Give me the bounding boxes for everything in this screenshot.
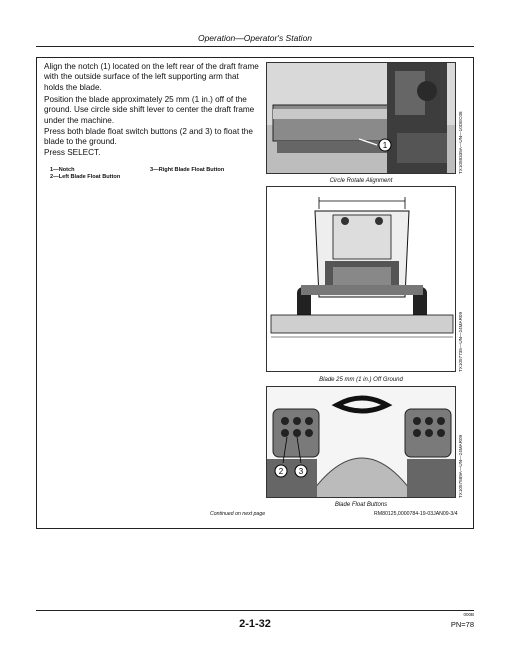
figure-1-caption: Circle Rotate Alignment (329, 178, 393, 184)
figure-2-caption: Blade 25 mm (1 in.) Off Ground (319, 377, 403, 383)
document-reference: RM80125,0000784-19-03JAN09-3/4 (374, 511, 458, 517)
footer-rule (36, 610, 474, 611)
callout-3-label: 3 (298, 467, 304, 476)
callout-1-label: 1 (382, 141, 388, 150)
figure-blade-float-buttons (266, 386, 456, 498)
continued-note: Continued on next page (210, 511, 266, 517)
legend-item-right-float: 3—Right Blade Float Button (150, 167, 225, 173)
page-number: 2-1-32 (239, 618, 271, 630)
page-header: Operation—Operator's Station (197, 33, 313, 43)
legend-item-notch: 1—Notch (50, 167, 75, 173)
instruction-paragraph-4: Press SELECT. (44, 148, 101, 157)
legend-item-left-float: 2—Left Blade Float Button (50, 174, 121, 180)
figure-1-code: TX1058335A—UN—10DEC08 (458, 111, 463, 174)
figure-3-caption: Blade Float Buttons (334, 502, 388, 508)
page-code: 000B (463, 612, 474, 617)
instruction-paragraph-2: Position the blade approximately 25 mm (1 in.) off of the ground. Use circle side shift lever to center the draft frame under the machine. (44, 95, 255, 125)
instruction-paragraph-1: Align the notch (1) located on the left rear of the draft frame with the outside surface of the left supporting arm that holds the blade. (44, 62, 259, 92)
instruction-paragraph-3: Press both blade float switch buttons (2 and 3) to float the blade to the ground. (44, 127, 253, 147)
figure-3-code: TX1057589A—UN—24MAR09 (458, 434, 463, 498)
figure-circle-rotate (266, 62, 456, 174)
pn-number: PN=78 (450, 620, 474, 629)
figure-2-code: TX1057735—UN—24MAR09 (458, 311, 463, 372)
header-rule (36, 46, 474, 47)
figure-blade-off-ground (266, 186, 456, 372)
callout-2-label: 2 (278, 467, 284, 476)
